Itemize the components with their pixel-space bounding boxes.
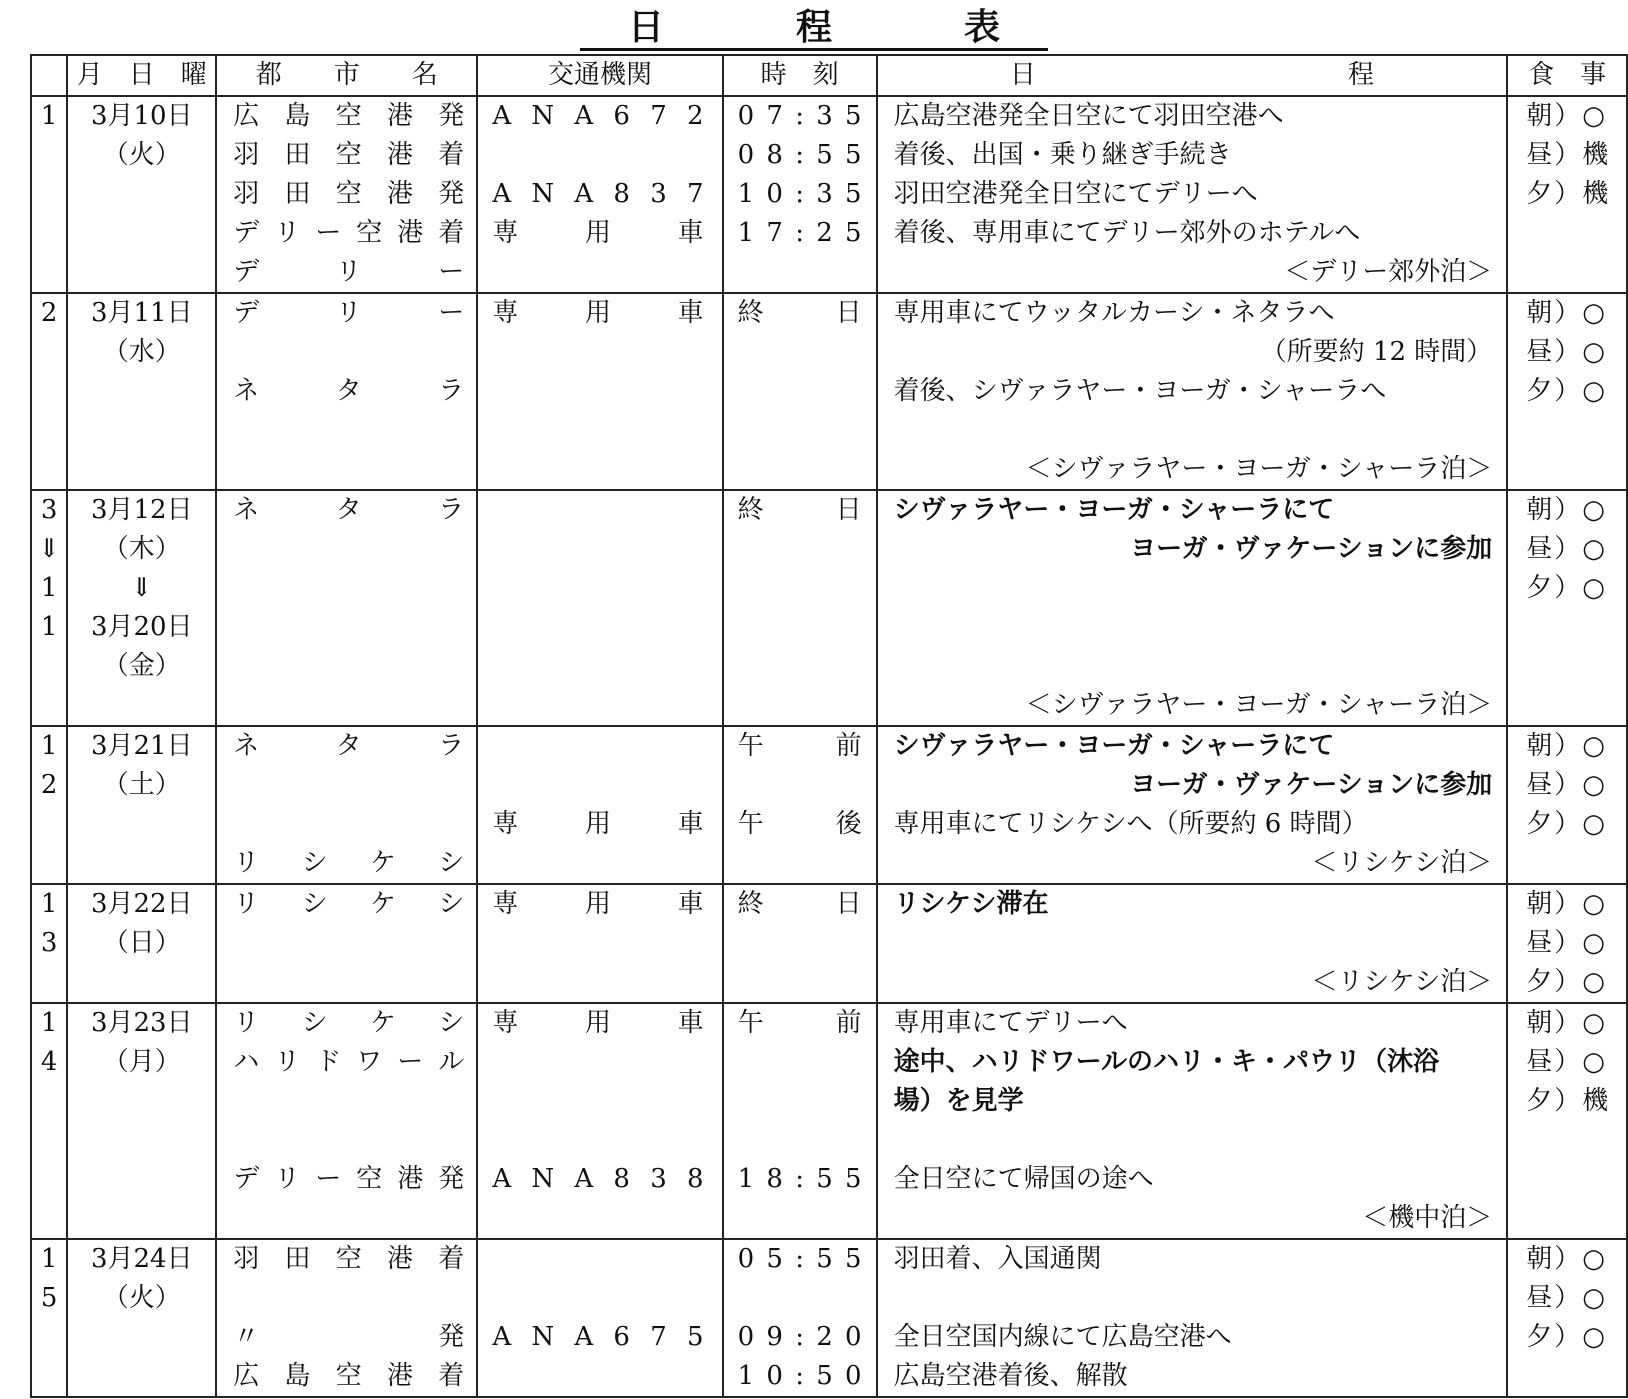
meal-line: 朝）○: [1526, 298, 1607, 328]
transport-cell: [477, 1003, 722, 1239]
schedule-line: 場）を見学: [893, 1086, 1024, 1116]
date-line: 3月22日: [90, 889, 193, 919]
transport-line: A N A 8 3 7: [492, 179, 710, 209]
transport-line: [478, 1240, 721, 1279]
itinerary-rows: [31, 96, 1627, 1397]
schedule-cell: [877, 1239, 1508, 1397]
city-line: 羽 田 空 港 着: [233, 140, 465, 170]
table-row: [31, 1239, 1627, 1397]
city-line: [217, 1279, 476, 1318]
header-transport: 交通機関: [477, 55, 722, 96]
city-cell: [216, 490, 477, 726]
header-schedule: 日 程: [877, 55, 1508, 96]
time-cell: [723, 726, 877, 884]
city-cell: [216, 1003, 477, 1239]
date-line: 3月24日: [90, 1244, 193, 1274]
schedule-line: 全日空国内線にて広島空港へ: [893, 1322, 1232, 1352]
city-line: 広 島 空 港 発: [233, 101, 465, 131]
transport-line: A N A 6 7 5: [492, 1322, 710, 1352]
table-row: [31, 96, 1627, 293]
date-line: 3月21日: [90, 731, 193, 761]
meal-line: 昼）○: [1526, 1047, 1607, 1077]
day-number-cell: [31, 726, 67, 884]
schedule-line: 広島空港着後、解散: [893, 1361, 1128, 1391]
transport-line: [478, 1357, 721, 1396]
schedule-line: 羽田着、入国通関: [893, 1244, 1102, 1274]
meal-line: 昼）○: [1526, 770, 1607, 800]
schedule-cell: [877, 96, 1508, 293]
city-line: ネ タ ラ: [233, 731, 465, 761]
transport-line: [478, 1082, 721, 1121]
day-number-cell: [31, 1239, 67, 1397]
meals-cell: [1507, 1239, 1627, 1397]
meal-line: 夕）○: [1526, 967, 1607, 997]
day-number-line: 1: [40, 573, 58, 603]
city-line: 羽 田 空 港 着: [233, 1244, 465, 1274]
city-cell: [216, 293, 477, 490]
schedule-line: [878, 569, 1507, 608]
date-line: 3月23日: [90, 1008, 193, 1038]
schedule-cell: [877, 490, 1508, 726]
meal-line: 夕）○: [1526, 1322, 1607, 1352]
schedule-line: 着後、専用車にてデリー郊外のホテルへ: [893, 218, 1361, 248]
day-number-line: 4: [40, 1047, 58, 1077]
transport-line: 専 用 車: [492, 218, 710, 248]
time-line: 1 7 : 2 5: [737, 218, 864, 248]
time-cell: [723, 1003, 877, 1239]
day-number-line: 1: [40, 1244, 58, 1274]
schedule-line: 途中、ハリドワールのハリ・キ・パウリ（沐浴: [893, 1047, 1440, 1077]
table-row: [31, 1003, 1627, 1239]
meal-line: 夕）機: [1526, 1086, 1611, 1116]
city-line: [217, 450, 476, 489]
day-number-line: 1: [40, 731, 58, 761]
meals-cell: [1507, 490, 1627, 726]
city-line: [217, 766, 476, 805]
table-row: [31, 293, 1627, 490]
time-line: 1 0 : 5 0: [737, 1361, 864, 1391]
transport-line: [478, 1043, 721, 1082]
city-line: [217, 333, 476, 372]
schedule-line: [878, 411, 1507, 450]
time-line: 0 7 : 3 5: [737, 101, 864, 131]
schedule-line: 着後、出国・乗り継ぎ手続き: [893, 140, 1232, 170]
meals-cell: [1507, 726, 1627, 884]
transport-line: 専 用 車: [492, 298, 710, 328]
time-line: 終 日: [737, 298, 864, 328]
date-cell: [67, 490, 216, 726]
transport-line: 専 用 車: [492, 1008, 710, 1038]
itinerary-table: [30, 54, 1628, 1398]
transport-line: [478, 727, 721, 766]
header-date: 月 日 曜: [67, 55, 216, 96]
schedule-line: ＜リシケシ泊＞: [1311, 848, 1493, 878]
day-number-line: ⇓: [38, 534, 61, 564]
schedule-line: ＜デリー郊外泊＞: [1284, 257, 1493, 287]
day-number-line: 5: [40, 1283, 58, 1313]
city-line: リ シ ケ シ: [233, 889, 465, 919]
time-line: 午 後: [737, 809, 864, 839]
schedule-line: 専用車にてリシケシへ（所要約 6 時間）: [893, 809, 1368, 839]
time-cell: [723, 96, 877, 293]
time-line: 1 0 : 3 5: [737, 179, 864, 209]
time-line: 終 日: [737, 495, 864, 525]
schedule-line: ＜シヴァラヤー・ヨーガ・シャーラ泊＞: [1025, 690, 1493, 720]
schedule-line: シヴァラヤー・ヨーガ・シャーラにて: [893, 731, 1335, 761]
header-time: 時 刻: [723, 55, 877, 96]
schedule-line: [878, 924, 1507, 963]
date-line: 3月20日: [90, 612, 193, 642]
transport-line: [478, 136, 721, 175]
schedule-cell: [877, 1003, 1508, 1239]
schedule-line: [878, 647, 1507, 686]
date-line: （水）: [102, 337, 181, 367]
date-line: （木）: [102, 534, 181, 564]
date-line: （土）: [102, 770, 181, 800]
schedule-line: 全日空にて帰国の途へ: [893, 1164, 1154, 1194]
day-number-line: 2: [40, 298, 58, 328]
city-line: [217, 1121, 476, 1160]
date-cell: [67, 726, 216, 884]
time-line: [724, 1279, 876, 1318]
schedule-cell: [877, 293, 1508, 490]
city-line: 羽 田 空 港 発: [233, 179, 465, 209]
transport-cell: [477, 293, 722, 490]
time-cell: [723, 884, 877, 1003]
time-line: 0 8 : 5 5: [737, 140, 864, 170]
city-line: [217, 805, 476, 844]
city-line: デ リ ー 空 港 発: [233, 1164, 465, 1194]
date-line: （金）: [102, 651, 181, 681]
date-line: 3月10日: [90, 101, 193, 131]
day-number-line: 1: [40, 101, 58, 131]
schedule-line: 専用車にてデリーへ: [893, 1008, 1128, 1038]
meal-line: 昼）機: [1526, 140, 1611, 170]
schedule-line: シヴァラヤー・ヨーガ・シャーラにて: [893, 495, 1335, 525]
time-line: 午 前: [737, 731, 864, 761]
time-line: [724, 1082, 876, 1121]
time-line: [724, 253, 876, 292]
transport-cell: [477, 884, 722, 1003]
meals-cell: [1507, 96, 1627, 293]
date-cell: [67, 96, 216, 293]
schedule-line: [878, 1279, 1507, 1318]
page-title: 日 程 表: [0, 8, 1628, 48]
day-number-cell: [31, 490, 67, 726]
time-cell: [723, 490, 877, 726]
day-number-line: 2: [40, 770, 58, 800]
meals-cell: [1507, 1003, 1627, 1239]
meal-line: 朝）○: [1526, 889, 1607, 919]
city-line: ネ タ ラ: [233, 376, 465, 406]
time-cell: [723, 293, 877, 490]
schedule-line: ＜シヴァラヤー・ヨーガ・シャーラ泊＞: [1025, 454, 1493, 484]
time-line: [724, 1043, 876, 1082]
table-row: [31, 884, 1627, 1003]
time-line: [724, 766, 876, 805]
city-line: ネ タ ラ: [233, 495, 465, 525]
table-row: [31, 490, 1627, 726]
meal-line: 昼）○: [1526, 534, 1607, 564]
meal-line: 昼）○: [1526, 928, 1607, 958]
day-number-cell: [31, 293, 67, 490]
meal-line: 夕）○: [1526, 376, 1607, 406]
meal-line: 夕）機: [1526, 179, 1611, 209]
schedule-line: リシケシ滞在: [893, 889, 1049, 919]
day-number-line: 1: [40, 612, 58, 642]
transport-line: 専 用 車: [492, 889, 710, 919]
schedule-line: ＜機中泊＞: [1362, 1203, 1493, 1233]
meal-line: 朝）○: [1526, 101, 1607, 131]
date-line: （月）: [102, 1047, 181, 1077]
day-number-cell: [31, 96, 67, 293]
city-line: [217, 1082, 476, 1121]
city-line: リ シ ケ シ: [233, 848, 465, 878]
time-line: 0 9 : 2 0: [737, 1322, 864, 1352]
date-line: ⇓: [130, 573, 153, 603]
day-number-line: 1: [40, 1008, 58, 1038]
date-line: （日）: [102, 928, 181, 958]
meal-line: 昼）○: [1526, 1283, 1607, 1313]
transport-line: [478, 1121, 721, 1160]
date-cell: [67, 1003, 216, 1239]
city-line: 広 島 空 港 着: [233, 1361, 465, 1391]
header-meals: 食 事: [1507, 55, 1627, 96]
day-number-line: 1: [40, 889, 58, 919]
city-cell: [216, 96, 477, 293]
transport-cell: [477, 726, 722, 884]
meal-line: 朝）○: [1526, 1008, 1607, 1038]
schedule-line: ＜リシケシ泊＞: [1311, 967, 1493, 997]
transport-line: [478, 253, 721, 292]
transport-cell: [477, 96, 722, 293]
schedule-line: 専用車にてウッタルカーシ・ネタラへ: [893, 298, 1335, 328]
date-line: 3月12日: [90, 495, 193, 525]
day-number-line: 3: [40, 928, 58, 958]
transport-line: A N A 8 3 8: [492, 1164, 710, 1194]
time-line: [724, 1121, 876, 1160]
date-cell: [67, 884, 216, 1003]
meal-line: 昼）○: [1526, 337, 1607, 367]
day-number-cell: [31, 1003, 67, 1239]
meal-line: 夕）○: [1526, 573, 1607, 603]
date-cell: [67, 1239, 216, 1397]
transport-cell: [477, 490, 722, 726]
schedule-cell: [877, 726, 1508, 884]
city-cell: [216, 1239, 477, 1397]
date-cell: [67, 293, 216, 490]
city-cell: [216, 884, 477, 1003]
day-number-line: 3: [40, 495, 58, 525]
meal-line: 朝）○: [1526, 1244, 1607, 1274]
meal-line: 朝）○: [1526, 495, 1607, 525]
meal-line: 朝）○: [1526, 731, 1607, 761]
schedule-line: ヨーガ・ヴァケーションに参加: [1130, 534, 1493, 564]
transport-line: [478, 1279, 721, 1318]
table-row: [31, 726, 1627, 884]
schedule-line: [878, 608, 1507, 647]
transport-line: [478, 766, 721, 805]
city-line: リ シ ケ シ: [233, 1008, 465, 1038]
city-line: ハ リ ド ワ ー ル: [233, 1047, 465, 1077]
city-line: デ リ ー: [233, 298, 465, 328]
schedule-line: （所要約 12 時間）: [1260, 337, 1493, 367]
transport-line: 専 用 車: [492, 809, 710, 839]
city-line: デ リ ー: [233, 257, 465, 287]
day-number-cell: [31, 884, 67, 1003]
city-line: 〃 発: [233, 1322, 465, 1352]
date-line: 3月11日: [90, 298, 193, 328]
time-line: 0 5 : 5 5: [737, 1244, 864, 1274]
time-line: 午 前: [737, 1008, 864, 1038]
header-no: [31, 55, 67, 96]
schedule-line: ヨーガ・ヴァケーションに参加: [1130, 770, 1493, 800]
time-line: 終 日: [737, 889, 864, 919]
meal-line: 夕）○: [1526, 809, 1607, 839]
meals-cell: [1507, 293, 1627, 490]
time-line: 1 8 : 5 5: [737, 1164, 864, 1194]
city-cell: [216, 726, 477, 884]
schedule-line: 羽田空港発全日空にてデリーへ: [893, 179, 1258, 209]
date-line: （火）: [102, 140, 181, 170]
time-cell: [723, 1239, 877, 1397]
meals-cell: [1507, 884, 1627, 1003]
city-line: デ リ ー 空 港 着: [233, 218, 465, 248]
city-line: [217, 411, 476, 450]
schedule-cell: [877, 884, 1508, 1003]
transport-cell: [477, 1239, 722, 1397]
schedule-line: 着後、シヴァラヤー・ヨーガ・シャーラへ: [893, 376, 1387, 406]
transport-line: A N A 6 7 2: [492, 101, 710, 131]
schedule-line: [878, 1121, 1507, 1160]
header-city: 都 市 名: [216, 55, 477, 96]
date-line: （火）: [102, 1283, 181, 1313]
table-header-row: [31, 55, 1627, 96]
schedule-line: 広島空港発全日空にて羽田空港へ: [893, 101, 1284, 131]
